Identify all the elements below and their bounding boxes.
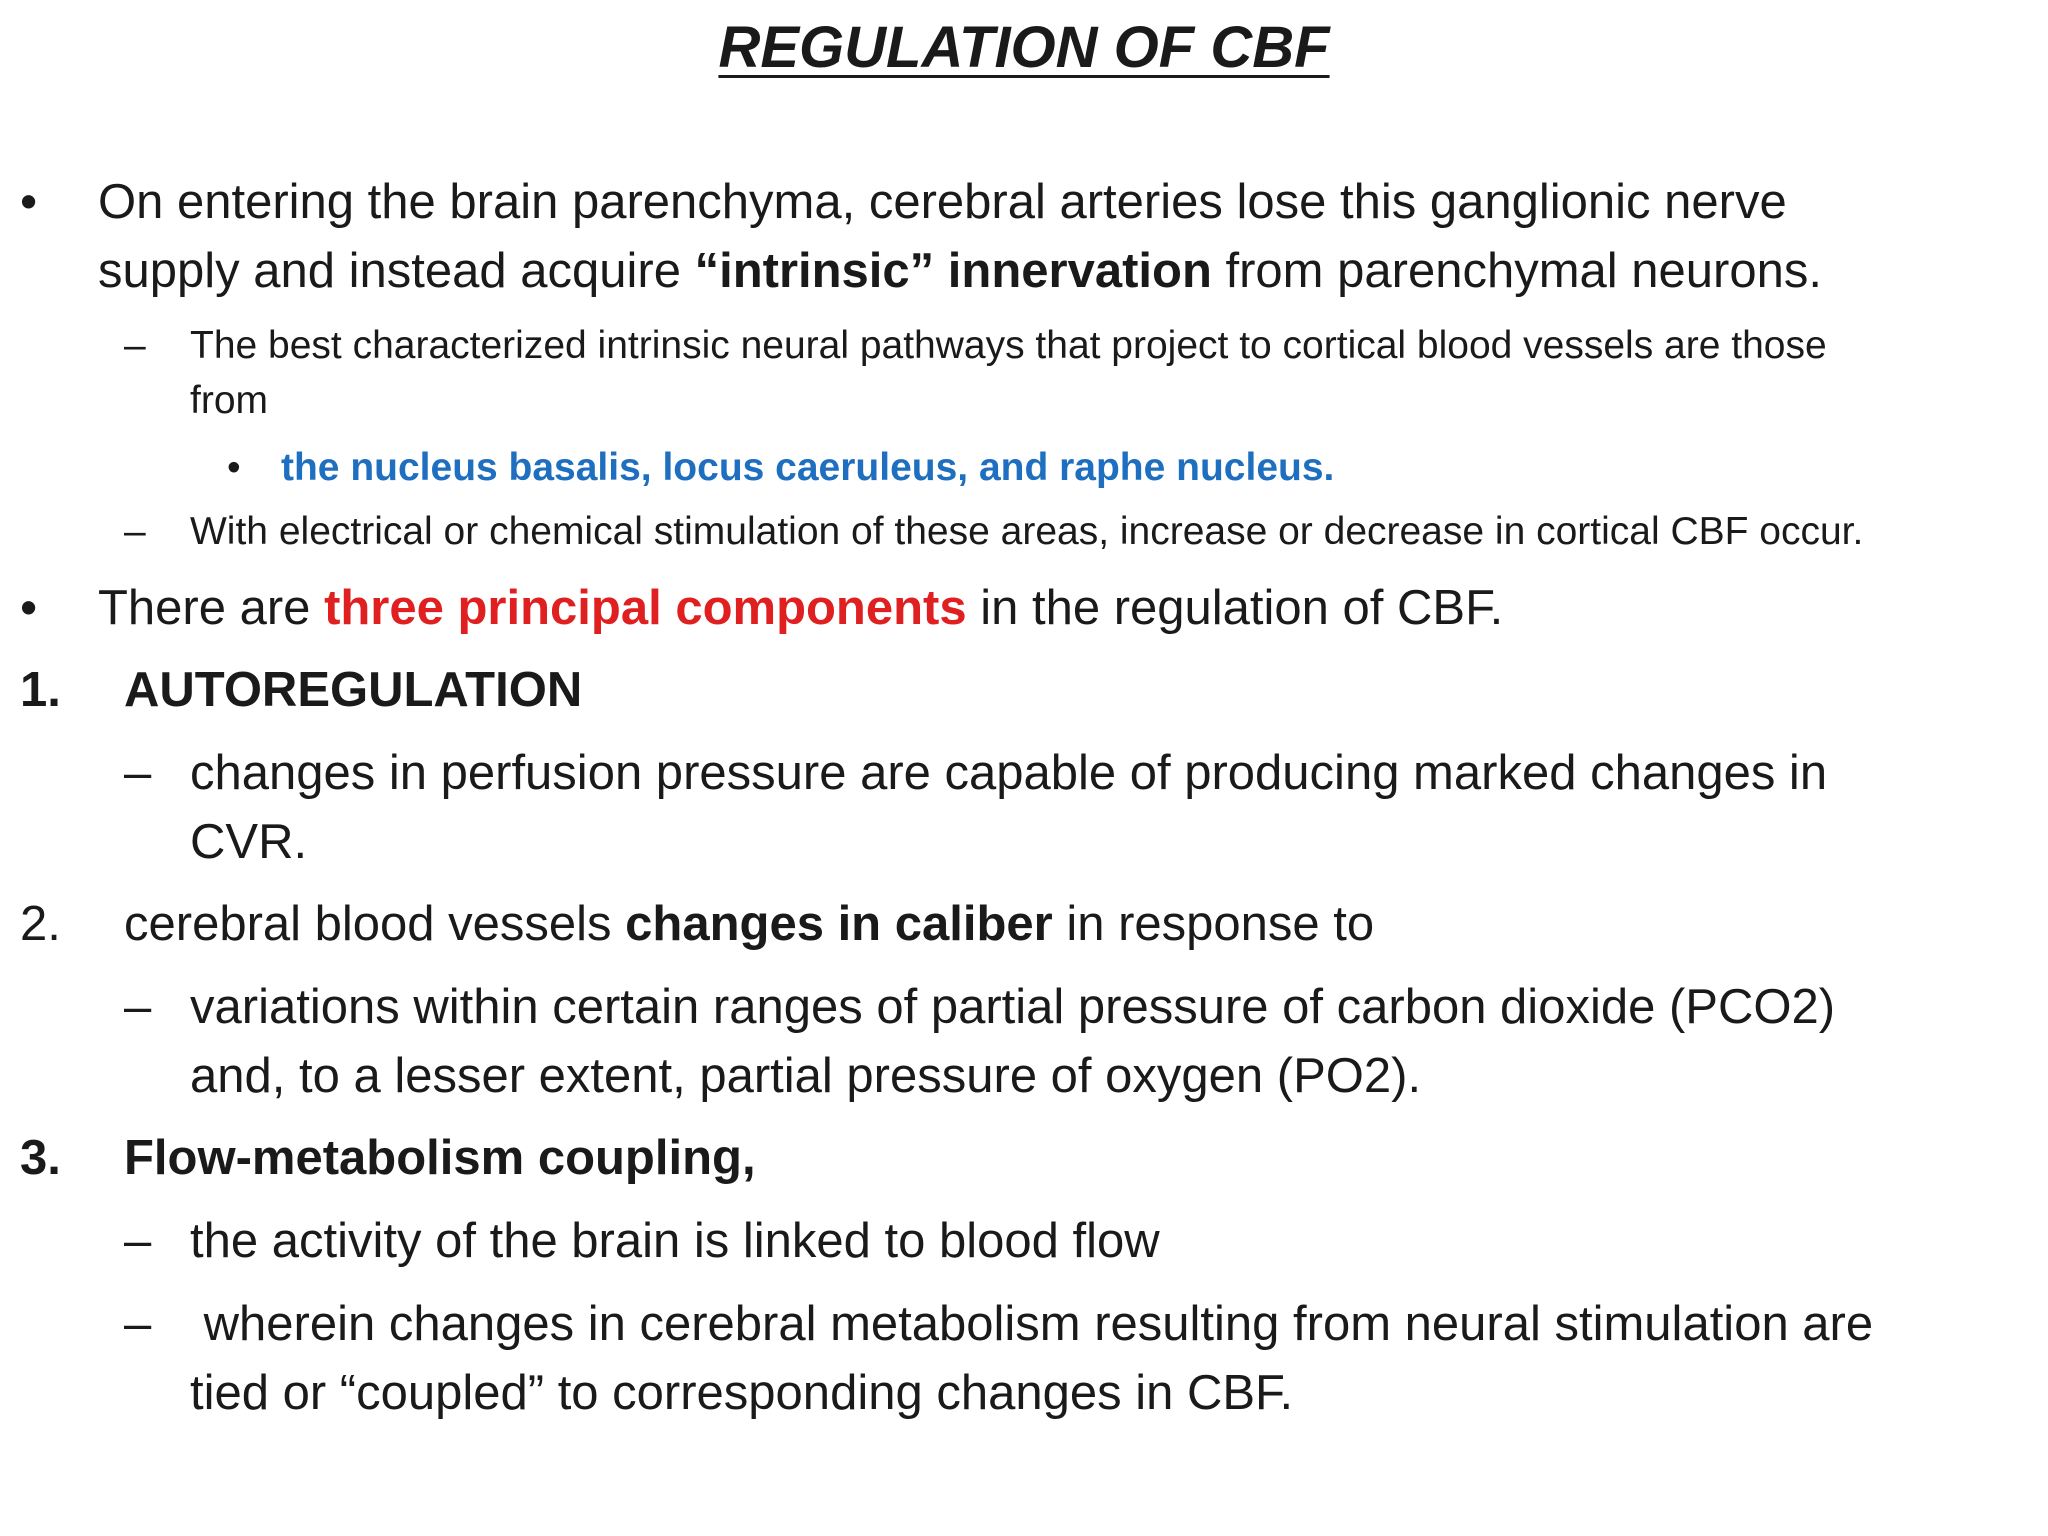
item1-label: AUTOREGULATION <box>124 663 583 717</box>
bullet1-line1: On entering the brain parenchyma, cerebral arteries lose this ganglionic nerve <box>98 175 1787 229</box>
bullet2-text <box>98 574 1503 643</box>
bullet1-line2-pre: supply and instead acquire <box>98 244 695 298</box>
bullet-marker: • <box>20 581 38 635</box>
item2-number: 2. <box>20 897 61 951</box>
item2-text <box>124 890 1374 959</box>
item3-sub1: the activity of the brain is linked to blood flow <box>190 1214 1160 1268</box>
nuclei-list: the nucleus basalis, locus caeruleus, and raphe nucleus. <box>281 446 1335 489</box>
sub1-line2: from <box>190 379 268 422</box>
bullet2-highlight: three principal components <box>324 581 967 635</box>
item2-pre: cerebral blood vessels <box>124 897 626 951</box>
dash-marker: – <box>124 1214 152 1268</box>
bullet1-line2-bold: “intrinsic” innervation <box>694 244 1212 298</box>
dash-marker: – <box>124 510 146 553</box>
item1-number: 1. <box>20 663 61 717</box>
bullet2-pre: There are <box>98 581 325 635</box>
sub2-text: With electrical or chemical stimulation of these areas, increase or decrease in cortical CBF occur. <box>190 510 1864 553</box>
dash-marker: – <box>124 324 146 367</box>
dash-marker: – <box>124 746 152 800</box>
item3-sub2-line2: tied or “coupled” to corresponding changes in CBF. <box>190 1366 1294 1420</box>
bullet1-line2 <box>98 237 1822 306</box>
item1-sub-line2: CVR. <box>190 815 308 869</box>
item2-sub-line1: variations within certain ranges of partial pressure of carbon dioxide (PCO2) <box>190 980 1836 1034</box>
item3-sub2-line1: wherein changes in cerebral metabolism resulting from neural stimulation are <box>190 1297 1874 1351</box>
bullet2-post: in the regulation of CBF. <box>966 581 1504 635</box>
bullet1-line2-post: from parenchymal neurons. <box>1211 244 1822 298</box>
item1-sub-line1: changes in perfusion pressure are capable of producing marked changes in <box>190 746 1828 800</box>
item2-bold: changes in caliber <box>625 897 1053 951</box>
item3-number: 3. <box>20 1131 61 1185</box>
item2-post: in response to <box>1052 897 1375 951</box>
bullet-marker: • <box>227 446 241 489</box>
item2-sub-line2: and, to a lesser extent, partial pressure of oxygen (PO2). <box>190 1049 1422 1103</box>
bullet-marker: • <box>20 175 38 229</box>
slide-title: REGULATION OF CBF <box>718 15 1330 80</box>
dash-marker: – <box>124 980 152 1034</box>
item3-label: Flow-metabolism coupling, <box>124 1131 756 1185</box>
sub1-line1: The best characterized intrinsic neural pathways that project to cortical blood vessels are those <box>190 324 1827 367</box>
dash-marker: – <box>124 1297 152 1351</box>
